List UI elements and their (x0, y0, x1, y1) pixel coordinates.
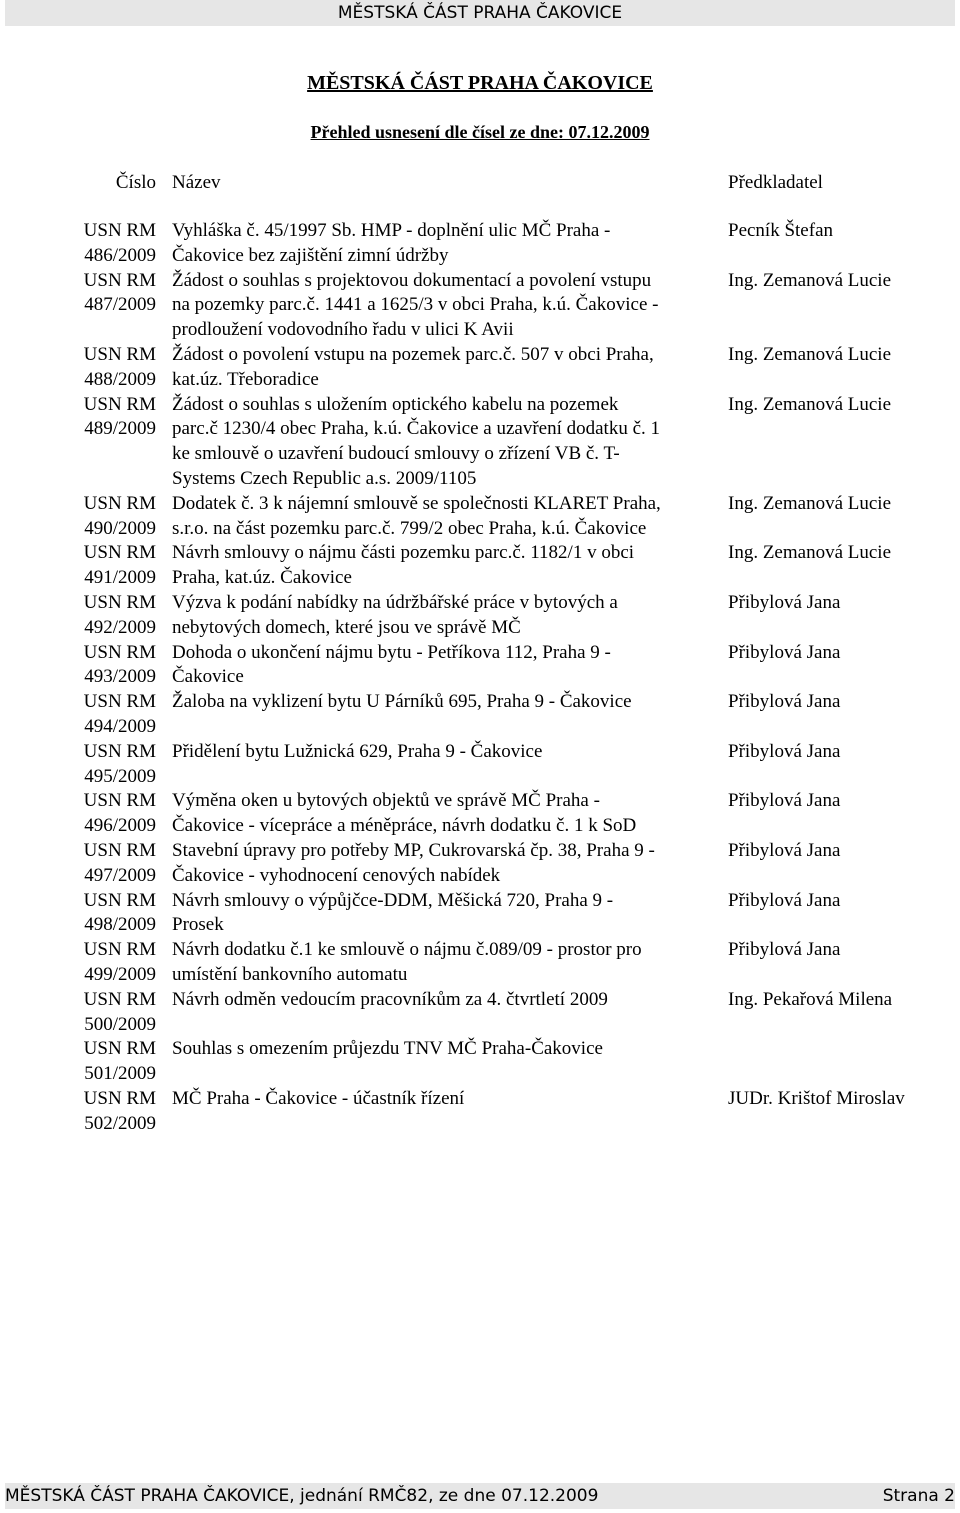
resolution-title-line: Žádost o souhlas s projektovou dokumentací a povolení vstupu (172, 269, 652, 291)
resolution-title-line: MČ Praha - Čakovice - účastník řízení (172, 1088, 465, 1109)
resolution-number (68, 988, 156, 1038)
resolution-title-line: Návrh odměn vedoucím pracovníkům za 4. čtvrtletí 2009 (172, 988, 608, 1010)
resolution-number-line: USN RM (83, 988, 156, 1010)
resolution-author: Ing. Zemanová Lucie (728, 492, 892, 514)
resolution-number-line: USN RM (83, 592, 156, 613)
resolution-title-line: ke smlouvě o uzavření budoucí smlouvy o zřízení VB č. T- (172, 443, 620, 465)
resolution-title-line: Vyhláška č. 45/1997 Sb. HMP - doplnění ulic MČ Praha - (172, 220, 611, 241)
column-header-author: Předkladatel (728, 172, 823, 193)
resolution-number-line: 499/2009 (84, 963, 156, 985)
resolution-title-line: parc.č 1230/4 obec Praha, k.ú. Čakovice a uzavření dodatku č. 1 (172, 418, 661, 440)
resolution-title-line: Návrh dodatku č.1 ke smlouvě o nájmu č.089/09 - prostor pro (172, 939, 642, 961)
resolution-number (68, 740, 156, 790)
resolution-author: JUDr. Krištof Miroslav (728, 1088, 905, 1109)
resolution-number-line: USN RM (83, 840, 156, 861)
resolution-title-line: Dodatek č. 3 k nájemní smlouvě se společnosti KLARET Praha, (172, 492, 661, 514)
resolution-title (172, 1087, 727, 1112)
resolution-number-line: 492/2009 (84, 616, 156, 638)
resolution-title (172, 393, 727, 492)
resolution-number-line: USN RM (83, 492, 156, 514)
resolution-author: Ing. Pekařová Milena (728, 988, 893, 1010)
resolution-number-line: 502/2009 (84, 1112, 156, 1134)
resolution-number-line: 498/2009 (84, 914, 156, 936)
resolution-title-line: prodloužení vodovodního řadu v ulici K Avii (172, 319, 514, 341)
resolution-title (172, 269, 727, 343)
column-header-number: Číslo (115, 172, 156, 193)
resolution-number-line: 488/2009 (84, 368, 156, 390)
resolution-author: Ing. Zemanová Lucie (728, 393, 892, 415)
resolution-number-line: 490/2009 (84, 517, 156, 539)
resolution-number-line: USN RM (83, 641, 156, 663)
resolution-number (68, 591, 156, 641)
resolution-title-line: Čakovice - vyhodnocení cenových nabídek (172, 864, 501, 886)
resolution-number-line: 496/2009 (84, 815, 156, 837)
resolution-title-line: umístění bankovního automatu (172, 963, 408, 985)
resolution-number-line: 501/2009 (84, 1063, 156, 1085)
resolution-author: Ing. Zemanová Lucie (728, 542, 892, 564)
document-subtitle-text: Přehled usnesení dle čísel ze dne: 07.12.2009 (310, 122, 650, 142)
resolution-number-line: 491/2009 (84, 567, 156, 589)
resolution-number (68, 269, 156, 319)
document-subtitle (0, 120, 960, 144)
footer-page-number: Strana 2 (882, 1486, 955, 1506)
resolution-title (172, 839, 727, 889)
resolution-title-line: Dohoda o ukončení nájmu bytu - Petříkova 112, Praha 9 - (172, 641, 611, 663)
resolution-number-line: USN RM (83, 790, 156, 812)
resolution-title (172, 219, 727, 269)
resolution-title-line: Čakovice bez zajištění zimní údržby (172, 244, 449, 266)
resolution-number-line: USN RM (83, 939, 156, 961)
resolution-author: Přibylová Jana (728, 691, 841, 713)
resolution-number-line: 489/2009 (84, 418, 156, 440)
resolution-number (68, 641, 156, 691)
resolution-number (68, 889, 156, 939)
resolution-title-line: Žaloba na vyklizení bytu U Párníků 695, Praha 9 - Čakovice (172, 691, 632, 713)
resolution-number-line: 486/2009 (84, 244, 156, 266)
resolution-number (68, 1087, 156, 1137)
resolution-title-line: Systems Czech Republic a.s. 2009/1105 (172, 467, 477, 489)
resolution-title-line: Čakovice - vícepráce a méněpráce, návrh dodatku č. 1 k SoD (172, 815, 637, 837)
resolution-number (68, 690, 156, 740)
footer-meeting-info: MĚSTSKÁ ČÁST PRAHA ČAKOVICE, jednání RMČ82, ze dne 07.12.2009 (5, 1486, 599, 1506)
resolution-title-line: Žádost o povolení vstupu na pozemek parc.č. 507 v obci Praha, (172, 344, 654, 365)
resolution-title-line: Prosek (172, 914, 224, 936)
resolution-number-line: USN RM (83, 889, 156, 911)
resolution-number-line: USN RM (83, 393, 156, 415)
resolution-number-line: USN RM (83, 220, 156, 241)
resolution-number-line: USN RM (83, 691, 156, 713)
resolution-author: Ing. Zemanová Lucie (728, 269, 892, 291)
resolution-title-line: Návrh smlouvy o výpůjčce-DDM, Měšická 720, Praha 9 - (172, 889, 614, 911)
document-title (0, 70, 960, 96)
resolution-title-line: Čakovice (172, 666, 244, 688)
resolution-number-line: USN RM (83, 1088, 156, 1109)
resolution-title-line: Přidělení bytu Lužnická 629, Praha 9 - Čakovice (172, 740, 543, 762)
resolution-number-line: 493/2009 (84, 666, 156, 688)
resolution-author: Ing. Zemanová Lucie (728, 344, 892, 365)
resolution-title (172, 641, 727, 691)
resolution-number-line: USN RM (83, 344, 156, 365)
resolution-author: Pecník Štefan (728, 220, 834, 241)
resolution-title-line: nebytových domech, které jsou ve správě MČ (172, 616, 521, 638)
resolution-number-line: USN RM (83, 1038, 156, 1060)
resolution-title-line: na pozemky parc.č. 1441 a 1625/3 v obci Praha, k.ú. Čakovice - (172, 294, 659, 316)
resolution-number-line: 495/2009 (84, 765, 156, 787)
resolution-title (172, 591, 727, 641)
resolution-title-line: Výzva k podání nabídky na údržbářské práce v bytových a (172, 592, 618, 613)
resolution-number (68, 393, 156, 443)
resolution-number-line: USN RM (83, 740, 156, 762)
resolution-title (172, 740, 727, 765)
resolution-title-line: Praha, kat.úz. Čakovice (172, 567, 352, 589)
resolution-author: Přibylová Jana (728, 790, 841, 812)
resolution-title (172, 690, 727, 715)
resolution-number-line: 497/2009 (84, 864, 156, 886)
resolution-number (68, 938, 156, 988)
resolution-title (172, 492, 727, 542)
running-footer (5, 1483, 955, 1509)
resolution-number (68, 789, 156, 839)
resolution-number-line: USN RM (83, 269, 156, 291)
resolution-number (68, 219, 156, 269)
resolution-number-line: 494/2009 (84, 715, 156, 737)
resolution-author: Přibylová Jana (728, 939, 841, 961)
resolution-number-line: USN RM (83, 542, 156, 564)
resolution-title (172, 541, 727, 591)
resolution-author: Přibylová Jana (728, 740, 841, 762)
resolution-author: Přibylová Jana (728, 641, 841, 663)
resolution-number-line: 500/2009 (84, 1013, 156, 1035)
resolution-author: Přibylová Jana (728, 592, 841, 613)
resolution-title (172, 343, 727, 393)
resolution-title-line: Výměna oken u bytových objektů ve správě MČ Praha - (172, 790, 600, 812)
resolution-title (172, 889, 727, 939)
resolution-title-line: kat.úz. Třeboradice (172, 368, 319, 390)
resolution-title (172, 938, 727, 988)
resolution-number-line: 487/2009 (84, 294, 156, 316)
resolution-author: Přibylová Jana (728, 840, 841, 861)
column-header-name: Název (172, 172, 221, 193)
document-title-text: MĚSTSKÁ ČÁST PRAHA ČAKOVICE (307, 72, 653, 94)
resolution-number (68, 492, 156, 542)
resolution-title (172, 1037, 727, 1062)
resolution-title (172, 789, 727, 839)
resolution-number (68, 343, 156, 393)
resolution-title-line: Žádost o souhlas s uložením optického kabelu na pozemek (172, 393, 619, 415)
resolution-title-line: Stavební úpravy pro potřeby MP, Cukrovarská čp. 38, Praha 9 - (172, 840, 655, 861)
resolution-number (68, 1037, 156, 1087)
resolution-title (172, 988, 727, 1013)
resolution-title-line: s.r.o. na část pozemku parc.č. 799/2 obec Praha, k.ú. Čakovice (172, 517, 647, 539)
running-header: MĚSTSKÁ ČÁST PRAHA ČAKOVICE (5, 0, 955, 26)
resolution-number (68, 541, 156, 591)
resolution-number (68, 839, 156, 889)
resolution-author: Přibylová Jana (728, 889, 841, 911)
resolution-title-line: Souhlas s omezením průjezdu TNV MČ Praha-Čakovice (172, 1038, 603, 1060)
resolution-title-line: Návrh smlouvy o nájmu části pozemku parc.č. 1182/1 v obci (172, 542, 635, 564)
